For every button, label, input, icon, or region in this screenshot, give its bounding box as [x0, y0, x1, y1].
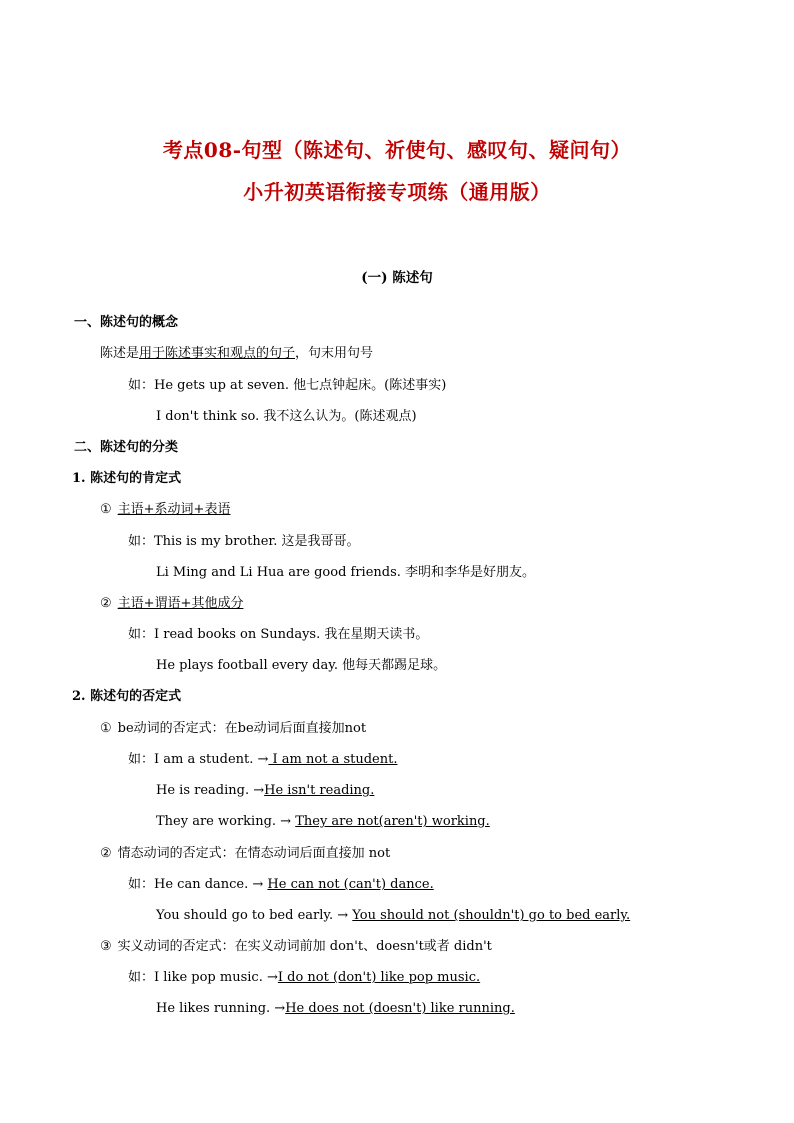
pattern2-text: 主语+谓语+其他成分 [117, 596, 244, 611]
example-fact: 如：He gets up at seven. 他七点钟起床。(陈述事实) [128, 378, 447, 393]
notional-example1-question: 如：I like pop music. → [128, 970, 278, 985]
modal-rule-text: 情态动词的否定式：在情态动词后面直接加 not [117, 846, 391, 861]
modal-example2 [156, 907, 630, 925]
affirmative-heading: 1. 陈述句的肯定式 [72, 471, 182, 486]
definition-suffix: ，句末用句号 [295, 346, 374, 361]
pattern1-text: 主语+系动词+表语 [117, 502, 231, 517]
part1-heading: 一、陈述句的概念 [74, 315, 179, 330]
negative-notional-rule [100, 938, 492, 956]
document-title-line1: 考点08-句型（陈述句、祈使句、感叹句、疑问句） [162, 138, 632, 162]
affirmative-pattern2 [100, 595, 243, 613]
negative-be-rule [100, 720, 366, 738]
be-example2 [156, 782, 374, 800]
be-example3-question: They are working. → [156, 814, 296, 829]
definition-line [100, 345, 373, 363]
document-title-line2: 小升初英语衔接专项练（通用版） [243, 180, 551, 204]
pattern2-example1: 如：I read books on Sundays. 我在星期天读书。 [128, 627, 429, 642]
negative-heading: 2. 陈述句的否定式 [72, 689, 182, 704]
notional-example1 [128, 969, 480, 987]
negative-modal-rule [100, 845, 390, 863]
be-example2-answer: He isn't reading. [264, 783, 375, 798]
notional-example2-question: He likes running. → [156, 1001, 286, 1016]
example-opinion: I don't think so. 我不这么认为。(陈述观点) [156, 409, 417, 424]
pattern1-example2: Li Ming and Li Hua are good friends. 李明和李华是好朋友。 [156, 565, 536, 580]
modal-example1 [128, 876, 434, 894]
modal-example1-question: 如：He can dance. → [128, 877, 268, 892]
pattern1-example1: 如：This is my brother. 这是我哥哥。 [128, 534, 360, 549]
be-rule-text: be动词的否定式：在be动词后面直接加not [117, 721, 367, 736]
definition-underlined: 用于陈述事实和观点的句子 [139, 346, 296, 361]
pattern2-example2: He plays football every day. 他每天都踢足球。 [156, 658, 447, 673]
section-heading: (一) 陈述句 [361, 270, 433, 286]
be-rule-number: ① [100, 721, 112, 736]
pattern1-number: ① [100, 502, 112, 517]
modal-rule-number: ② [100, 846, 112, 861]
modal-example1-answer: He can not (can't) dance. [267, 877, 434, 892]
definition-prefix: 陈述是 [100, 346, 140, 361]
notional-rule-number: ③ [100, 939, 112, 954]
be-example3 [156, 813, 490, 831]
affirmative-pattern1 [100, 501, 230, 519]
part2-heading: 二、陈述句的分类 [74, 440, 179, 455]
notional-example1-answer: I do not (don't) like pop music. [277, 970, 481, 985]
notional-rule-text: 实义动词的否定式：在实义动词前加 don't、doesn't或者 didn't [117, 939, 492, 954]
be-example1-answer: I am not a student. [268, 752, 398, 767]
be-example1 [128, 751, 397, 769]
pattern2-number: ② [100, 596, 112, 611]
modal-example2-question: You should go to bed early. → [156, 908, 353, 923]
modal-example2-answer: You should not (shouldn't) go to bed early. [352, 908, 631, 923]
be-example3-answer: They are not(aren't) working. [295, 814, 490, 829]
notional-example2 [156, 1000, 515, 1018]
notional-example2-answer: He does not (doesn't) like running. [285, 1001, 515, 1016]
be-example2-question: He is reading. → [156, 783, 265, 798]
be-example1-question: 如：I am a student. → [128, 752, 269, 767]
